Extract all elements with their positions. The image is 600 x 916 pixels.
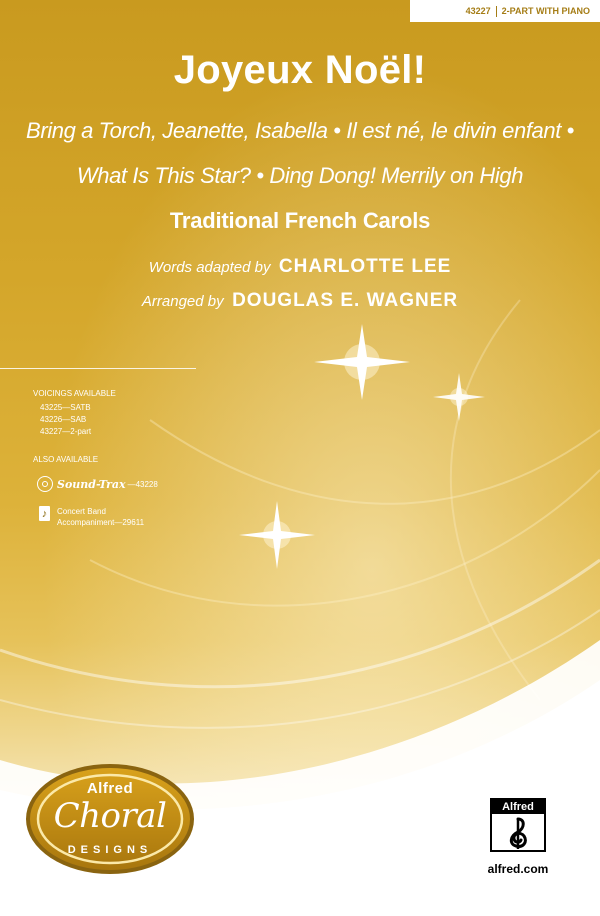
voicing-item: 43227—2-part: [40, 427, 92, 436]
arranger-label: Arranged by: [141, 293, 224, 310]
also-available-heading: ALSO AVAILABLE: [33, 455, 99, 464]
badge-series: Choral: [53, 796, 167, 836]
voicing-item: 43225—SATB: [40, 403, 91, 412]
badge-brand: Alfred: [86, 780, 134, 797]
concert-band-text: [57, 506, 144, 528]
catalog-number: 43227: [465, 6, 491, 16]
voicings-heading: VOICINGS AVAILABLE: [33, 389, 116, 398]
concert-band-item: [39, 506, 144, 528]
lyricist-name: CHARLOTTE LEE: [278, 256, 452, 277]
cd-icon: [37, 476, 53, 492]
publisher-logo-text: Alfred: [492, 800, 544, 814]
concert-band-line-1: Concert Band: [57, 507, 106, 516]
publisher-logo: [490, 798, 546, 852]
publisher-url[interactable]: alfred.com: [487, 862, 549, 876]
edition-label: 2-PART WITH PIANO: [501, 6, 590, 16]
page-title: Joyeux Noël!: [173, 48, 427, 92]
soundtrax-logo: Sound-Trax: [57, 477, 126, 491]
arranger-credit: [0, 290, 600, 312]
series-badge: [22, 760, 198, 878]
source-label: Traditional French Carols: [169, 208, 431, 233]
soundtrax-number: —43228: [127, 479, 158, 489]
sidebar-divider: [0, 368, 196, 369]
voicings-list: [40, 402, 91, 438]
voicing-item: 43226—SAB: [40, 415, 87, 424]
carol-list-line-2: What Is This Star? • Ding Dong! Merrily on High: [76, 163, 524, 188]
words-label: Words adapted by: [148, 259, 271, 276]
music-note-icon: ♪: [39, 506, 50, 521]
arranger-name: DOUGLAS E. WAGNER: [232, 290, 459, 311]
concert-band-line-2: Accompaniment—29611: [57, 518, 145, 527]
treble-clef-icon: [501, 816, 535, 850]
soundtrax-item: [37, 476, 158, 492]
carol-list-line-1: Bring a Torch, Jeanette, Isabella • Il est né, le divin enfant •: [26, 118, 574, 143]
catalog-divider: [496, 6, 497, 17]
badge-tagline: DESIGNS: [67, 844, 153, 856]
catalog-bar: [410, 0, 600, 22]
words-credit: [0, 256, 600, 278]
